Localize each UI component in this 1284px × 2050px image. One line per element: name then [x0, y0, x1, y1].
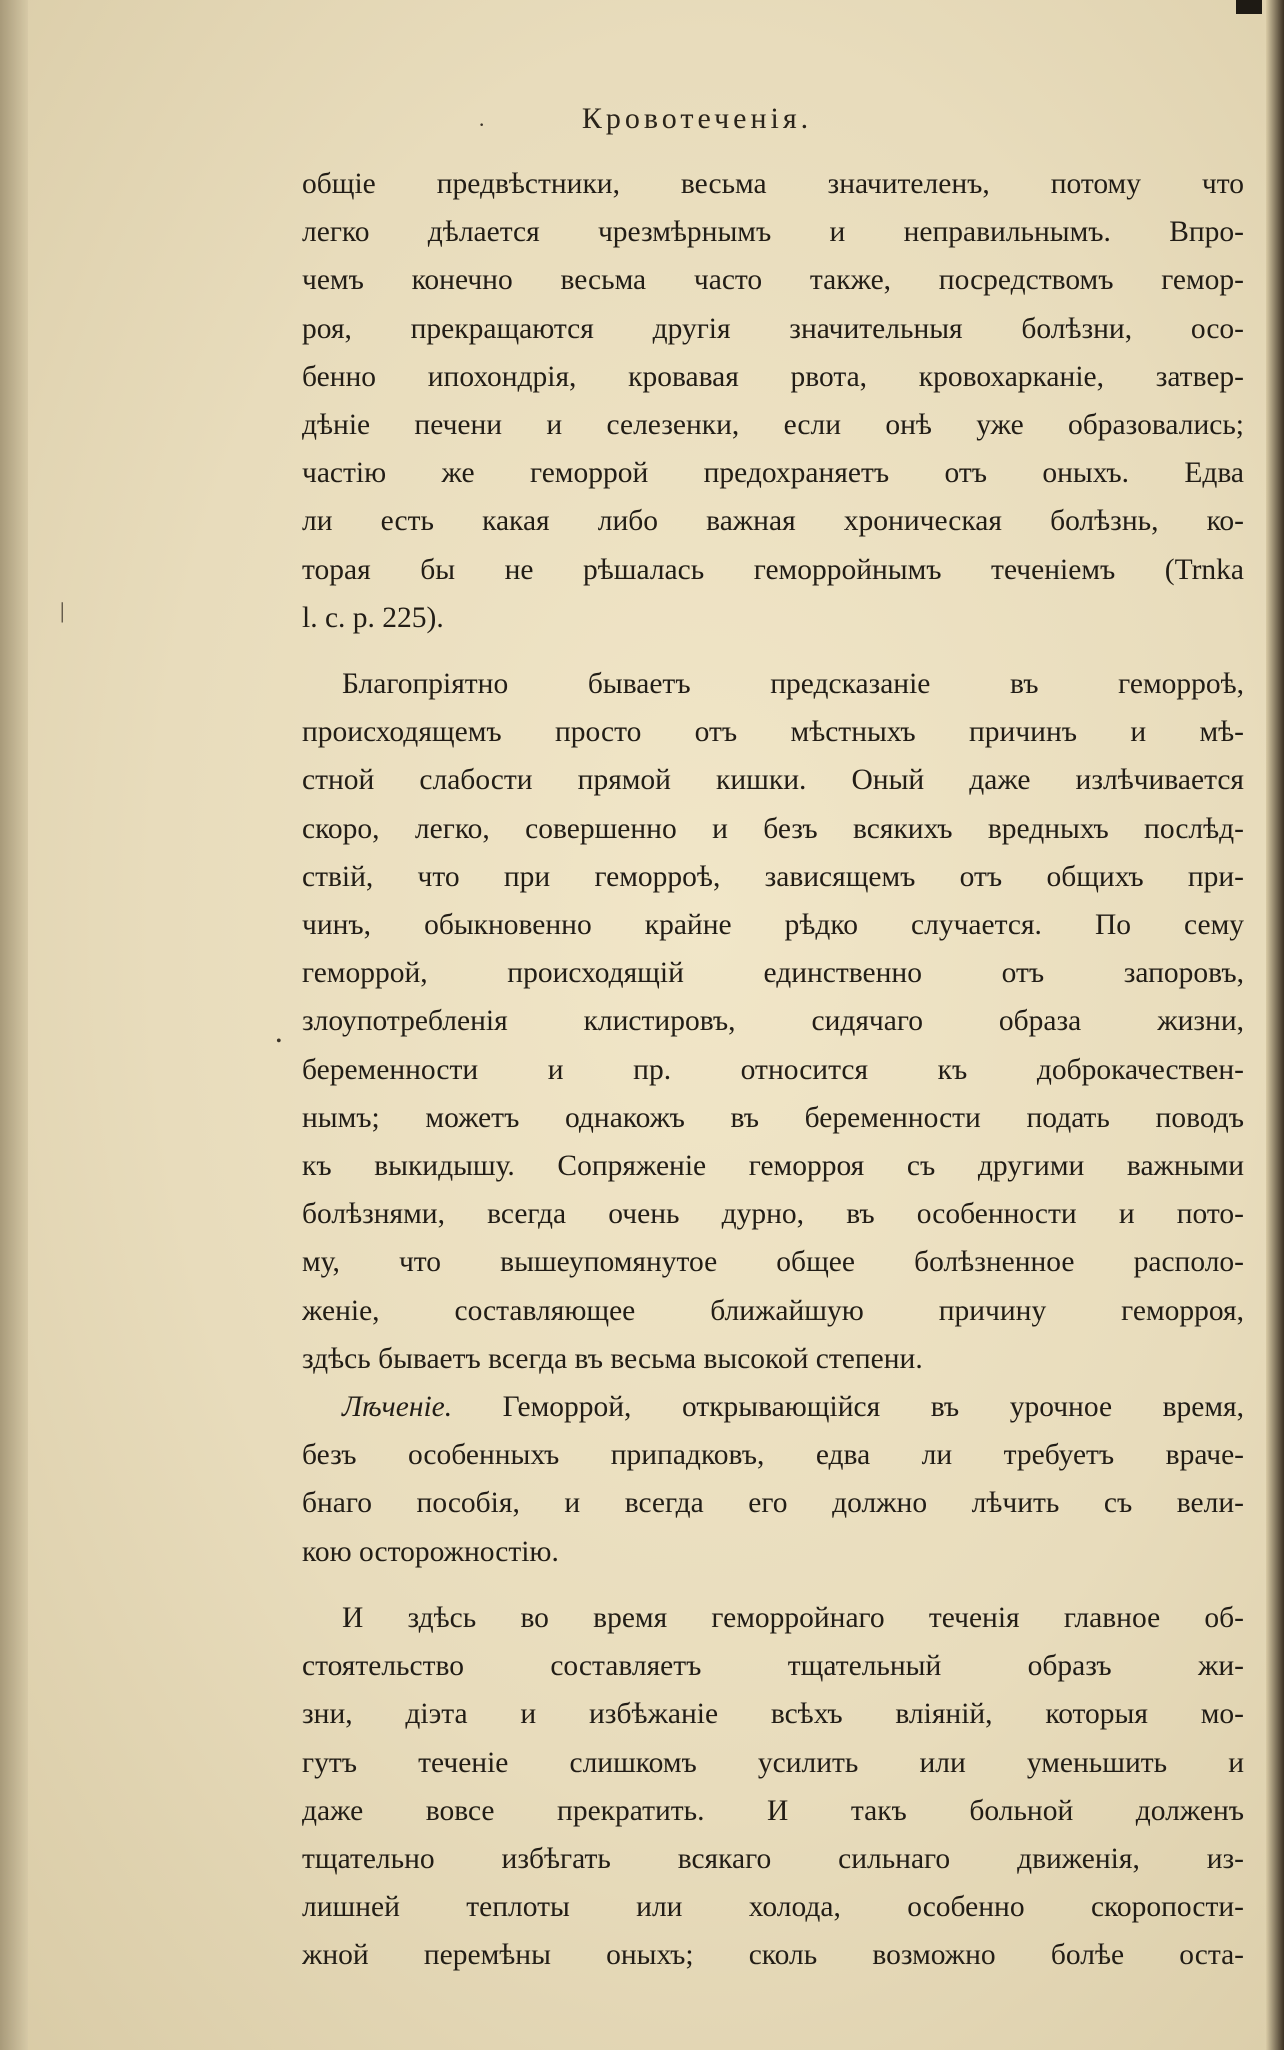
paragraph-3 — [302, 1383, 1244, 1576]
text-line: l. c. p. 225). — [302, 601, 444, 634]
page-gutter-shadow — [0, 0, 28, 2050]
text-line: частію же геморрой предохраняетъ отъ оныхъ. Едва — [302, 457, 1244, 490]
paragraph-gap — [302, 642, 1244, 660]
text-line: общіе предвѣстники, весьма значителенъ, потому что — [302, 168, 1244, 200]
text-line: зни, діэта и избѣжаніе всѣхъ вліяній, которыя мо- — [302, 1698, 1244, 1731]
margin-mark-bar: | — [60, 598, 65, 623]
text-line-rest: Геморрой, открывающійся въ урочное время, — [452, 1391, 1244, 1424]
body-text — [302, 160, 1244, 1980]
text-line: болѣзнями, всегда очень дурно, въ особенности и пото- — [302, 1198, 1244, 1231]
text-line: жной перемѣны оныхъ; сколь возможно болѣе оста- — [302, 1939, 1244, 1972]
text-line: И здѣсь во время геморройнаго теченія главное об- — [342, 1601, 1244, 1634]
text-line: безъ особенныхъ припадковъ, едва ли требуетъ враче- — [302, 1439, 1244, 1472]
text-line: злоупотребленія клистировъ, сидячаго образа жизни, — [302, 1005, 1244, 1038]
text-line: даже вовсе прекратить. И такъ больной долженъ — [302, 1794, 1244, 1827]
text-line: стоятельство составляетъ тщательный образъ жи- — [302, 1650, 1244, 1683]
text-line: беременности и пр. относится къ доброкачествен- — [302, 1053, 1244, 1086]
running-header: Кровотеченія. — [581, 102, 813, 135]
text-line: геморрой, происходящій единственно отъ запоровъ, — [302, 957, 1244, 990]
text-line: происходящемъ просто отъ мѣстныхъ причинъ и мѣ- — [302, 716, 1244, 749]
text-line: гутъ теченіе слишкомъ усилить или уменьшить и — [302, 1746, 1244, 1779]
text-line: кою осторожностію. — [302, 1535, 559, 1568]
text-line: чинъ, обыкновенно крайне рѣдко случается. По сему — [302, 909, 1244, 942]
text-line: стной слабости прямой кишки. Оный даже излѣчивается — [302, 764, 1244, 797]
text-line — [302, 1383, 1244, 1431]
text-line: чемъ конечно весьма часто также, посредствомъ гемор- — [302, 264, 1244, 297]
text-line: скоро, легко, совершенно и безъ всякихъ вредныхъ послѣд- — [302, 812, 1244, 845]
paragraph-gap — [302, 1576, 1244, 1594]
text-line: бенно ипохондрія, кровавая рвота, кровохарканіе, затвер- — [302, 360, 1244, 393]
page-edge-shadow — [1266, 0, 1284, 2050]
text-line: женіе, составляющее ближайшую причину геморроя, — [302, 1294, 1244, 1327]
paragraph-4 — [302, 1594, 1244, 1980]
text-line: легко дѣлается чрезмѣрнымъ и неправильнымъ. Впро- — [302, 216, 1244, 249]
text-line: нымъ; можетъ однакожъ въ беременности подать поводъ — [302, 1101, 1244, 1134]
text-line: му, что вышеупомянутое общее болѣзненное располо- — [302, 1246, 1244, 1279]
text-line: ли есть какая либо важная хроническая болѣзнь, ко- — [302, 505, 1244, 538]
margin-mark-dot: · — [478, 112, 486, 137]
text-line: ствій, что при геморроѣ, зависящемъ отъ общихъ при- — [302, 860, 1244, 893]
text-line: лишней теплоты или холода, особенно скоропости- — [302, 1891, 1244, 1924]
corner-ink-mark — [1236, 0, 1262, 14]
text-line: здѣсь бываетъ всегда въ весьма высокой степени. — [302, 1342, 923, 1375]
text-line: дѣніе печени и селезенки, если онѣ уже образовались; — [302, 409, 1244, 442]
section-term: Лѣченіе. — [342, 1391, 453, 1424]
margin-mark-bullet: • — [276, 1033, 282, 1050]
paragraph-1 — [302, 160, 1244, 642]
text-line: торая бы не рѣшалась геморройнымъ теченіемъ (Trnka — [302, 553, 1244, 586]
text-line: тщательно избѣгать всякаго сильнаго движенія, из- — [302, 1842, 1244, 1875]
text-line: роя, прекращаются другія значительныя болѣзни, осо- — [302, 312, 1244, 345]
text-line: Благопріятно бываетъ предсказаніе въ геморроѣ, — [342, 668, 1244, 701]
text-line: къ выкидышу. Сопряженіе геморроя съ другими важными — [302, 1150, 1244, 1183]
paragraph-2 — [302, 660, 1244, 1383]
text-line: бнаго пособія, и всегда его должно лѣчить съ вели- — [302, 1487, 1244, 1520]
